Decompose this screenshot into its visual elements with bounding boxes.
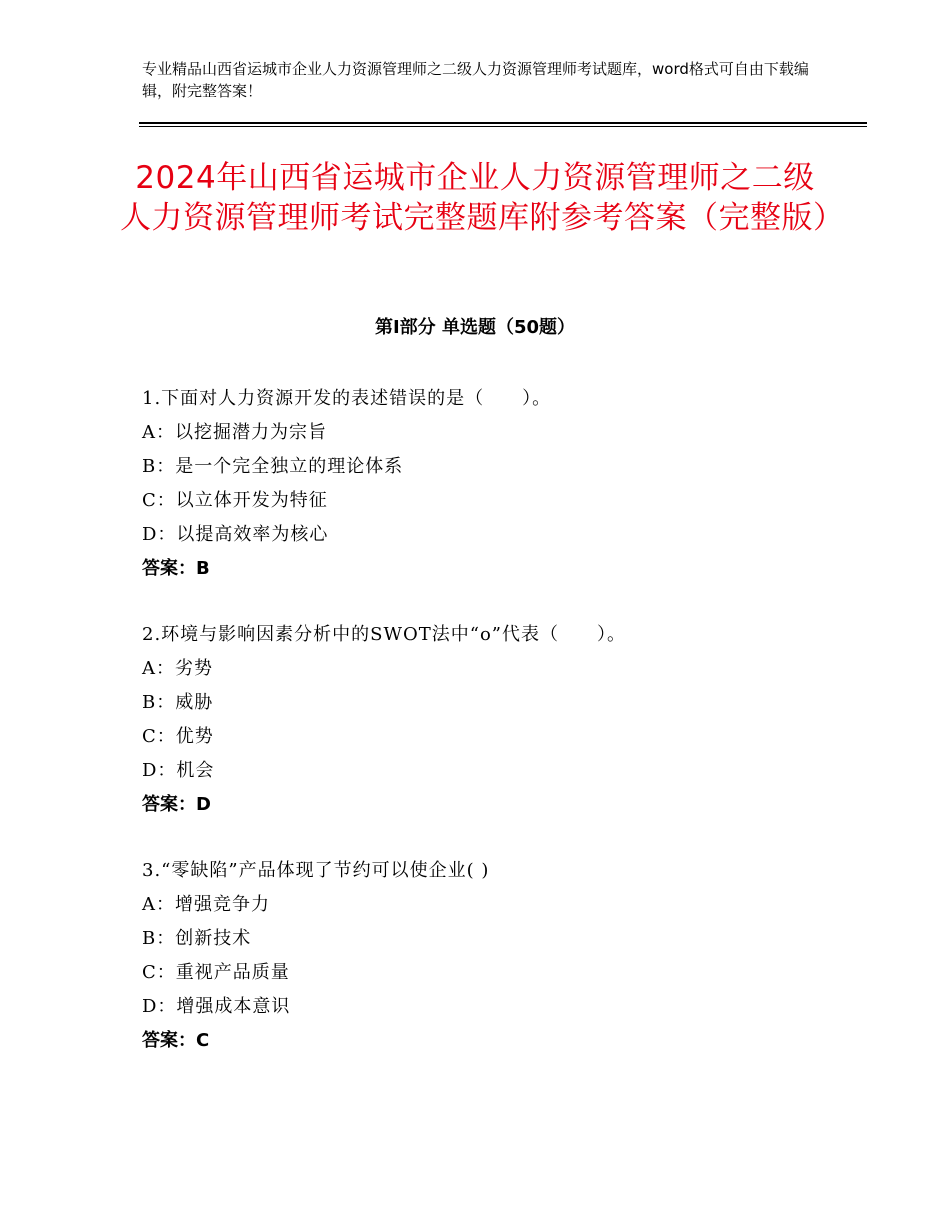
option-b: B：是一个完全独立的理论体系 — [142, 456, 404, 477]
option-b: B：创新技术 — [142, 928, 252, 949]
answer-line: 答案：D — [142, 794, 211, 815]
option-c: C：重视产品质量 — [142, 962, 290, 983]
question-list — [142, 382, 842, 1090]
option-d: D：增强成本意识 — [142, 996, 291, 1017]
question-1 — [142, 382, 842, 586]
option-a: A：增强竞争力 — [142, 894, 270, 915]
section-heading: 第Ⅰ部分 单选题（50题） — [374, 317, 575, 338]
question-stem: 2.环境与影响因素分析中的SWOT法中“o”代表（ ）。 — [142, 624, 627, 645]
option-a: A：以挖掘潜力为宗旨 — [142, 422, 327, 443]
option-d: D：机会 — [142, 760, 215, 781]
question-stem: 1.下面对人力资源开发的表述错误的是（ ）。 — [142, 388, 552, 409]
header-note: 专业精品山西省运城市企业人力资源管理师之二级人力资源管理师考试题库，word格式可自由下载编辑，附完整答案！ — [142, 60, 809, 100]
answer-line: 答案：B — [142, 558, 210, 579]
header-divider-thick — [139, 122, 867, 124]
option-c: C：以立体开发为特征 — [142, 490, 328, 511]
header-divider-thin — [139, 126, 867, 127]
document-title: 2024年山西省运城市企业人力资源管理师之二级人力资源管理师考试完整题库附参考答案（完整版） — [120, 160, 845, 236]
question-2 — [142, 618, 842, 822]
answer-line: 答案：C — [142, 1030, 210, 1051]
question-stem: 3.“零缺陷”产品体现了节约可以使企业( ) — [142, 860, 490, 881]
option-d: D：以提高效率为核心 — [142, 524, 329, 545]
option-c: C：优势 — [142, 726, 214, 747]
option-a: A：劣势 — [142, 658, 213, 679]
question-3 — [142, 854, 842, 1058]
option-b: B：威胁 — [142, 692, 214, 713]
